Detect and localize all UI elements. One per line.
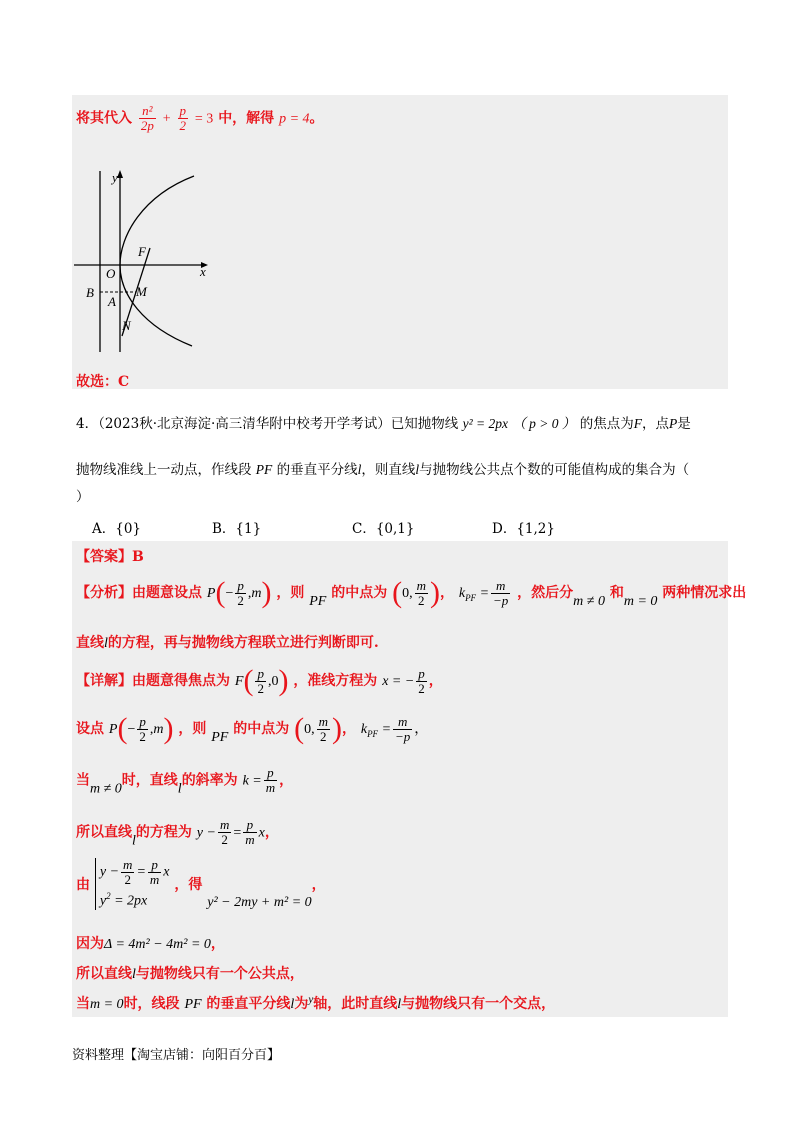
text: ， (264, 824, 279, 841)
text: 当 (76, 996, 90, 1012)
var: PF (255, 462, 273, 477)
text: 的斜率为 (181, 772, 238, 789)
one-point-line: 所以直线l与抛物线只有一个公共点， (76, 966, 304, 982)
label-A: A (108, 294, 116, 309)
var: F (633, 416, 642, 431)
line-equation: 所以直线l的方程为 y − $\frac{m}{2}$ = $\frac{p}{m}$ x， (76, 817, 279, 849)
text: 是 (677, 416, 691, 432)
footer-note: 资料整理【淘宝店铺：向阳百分百】 (72, 1048, 281, 1063)
text: 所以直线 (76, 824, 132, 841)
label-x: x (200, 264, 206, 279)
question-line-1 (76, 412, 691, 432)
parabola-eq: y² = 2px (462, 416, 508, 431)
text: 将其代入 (76, 110, 132, 127)
option-b[interactable]: B．{1} (212, 521, 262, 537)
text: 的中点为 (331, 585, 388, 601)
text: 所以直线 (76, 966, 132, 982)
text: ， (279, 772, 294, 789)
text: 时，线段 (123, 996, 180, 1012)
label: 【详解】 (76, 673, 132, 689)
den: 2 (179, 118, 187, 133)
var: l (415, 462, 420, 477)
text: ， (210, 936, 225, 952)
text: 与抛物线只有一个交点， (401, 996, 556, 1012)
text: 当 (76, 772, 90, 789)
text: ， (311, 876, 326, 893)
text: 由 (76, 876, 90, 893)
question-number: 4． (76, 416, 99, 432)
num: p (179, 103, 187, 118)
answer-block (76, 546, 144, 566)
text: 两种情况求出 (662, 585, 747, 601)
text: ，则直线 (361, 462, 416, 478)
text: ，点 (641, 416, 669, 432)
text: 的中点为 (233, 721, 290, 737)
text: ，准线方程为 (293, 673, 378, 689)
fraction (139, 104, 156, 133)
label-y: y (112, 170, 118, 185)
eq-tail: = 3 (194, 111, 214, 127)
text: 由题意得焦点为 (132, 673, 230, 689)
text: ， (439, 585, 454, 601)
text: 因为 (76, 936, 104, 952)
case2-line: 当m = 0时，线段 PF 的垂直平分线l为$^y$轴，此时直线l与抛物线只有一个交点， (76, 993, 556, 1012)
den: 2p (140, 118, 154, 133)
text: 的焦点为 (579, 416, 634, 432)
analysis-line-1: 【分析】由题意设点 P(− $\frac{p}{2}$ ,m) ，则 PF 的中点为 (0, $\frac{m}{2}$ )， $k_{PF}$ = $\frac{m}{-p}$ ，然后分m ≠ 0 和m = 0 两种情况求出 (76, 576, 747, 609)
var: P (668, 416, 678, 431)
answer-label: 【答案】 (76, 549, 132, 565)
label-F: F (138, 244, 146, 259)
equation-system: y − $\frac{m}{2}$ = $\frac{p}{m}$ x $y^2 = 2px$ (95, 858, 170, 910)
text: 直线 (76, 635, 104, 651)
answer-line: 故选：C (76, 374, 130, 390)
var: l (357, 462, 362, 477)
text: 设点 (76, 721, 104, 737)
text: 由题意设点 (132, 585, 202, 601)
text: 和 (609, 585, 624, 601)
text: ，得 (174, 876, 203, 893)
text: 中，解得 (218, 110, 275, 127)
condition: m = 0 (90, 997, 124, 1012)
text: 轴，此时直线 (313, 996, 398, 1012)
set-point-line: 设点 P(− $\frac{p}{2}$ ,m) ，则 PF 的中点为 (0, $\frac{m}{2}$ )， $k_{PF}$ = $\frac{m}{-p}$ ， (76, 712, 429, 745)
delta-eq: Δ = 4m² − 4m² = 0 (104, 937, 211, 952)
text: ，则 (178, 721, 207, 737)
analysis-line-2: 直线l的方程，再与抛物线方程联立进行判断即可. (76, 635, 379, 651)
text: 与抛物线只有一个公共点， (135, 966, 304, 982)
label: 【分析】 (76, 585, 132, 601)
case1-line: 当m ≠ 0时，直线l的斜率为 k = $\frac{p}{m}$ ， (76, 765, 294, 797)
text: ，然后分 (517, 585, 574, 601)
system-line (76, 858, 326, 911)
text: 为 (294, 996, 309, 1012)
text: 抛物线准线上一动点，作线段 (76, 462, 252, 478)
fraction (178, 104, 189, 133)
text: 的方程，再与抛物线方程联立进行判断即可. (107, 635, 379, 651)
label-M: M (136, 284, 147, 299)
result: p = 4 (279, 111, 310, 127)
text: 与抛物线公共点个数的可能值构成的集合为（ (419, 462, 690, 478)
question-line-2 (76, 458, 689, 478)
graph-svg (72, 166, 212, 354)
text: 的垂直平分线 (206, 996, 291, 1012)
text: 的方程为 (135, 824, 192, 841)
option-d[interactable]: D．{1,2} (492, 521, 555, 537)
text: 的垂直平分线 (276, 462, 358, 478)
num: n² (139, 104, 156, 119)
label-N: N (122, 318, 131, 333)
answer-value: B (132, 549, 144, 565)
label-O: O (106, 266, 116, 281)
option-a[interactable]: A．{0} (92, 521, 142, 537)
question-line-3: ） (76, 489, 90, 505)
option-c[interactable]: C．{0,1} (352, 521, 415, 537)
text: ， (341, 721, 356, 737)
condition: m ≠ 0 (90, 781, 122, 797)
question-source: （2023秋·北京海淀·高三清华附中校考开学考试）已知抛物线 (98, 416, 459, 432)
text: 时，直线 (121, 772, 178, 789)
label-B: B (86, 285, 94, 300)
text: 。 (309, 110, 324, 127)
text: ， (428, 673, 443, 689)
condition: （ p > 0 ） (512, 416, 576, 431)
delta-line (76, 933, 225, 953)
detail-line-1: 【详解】由题意得焦点为 F( $\frac{p}{2}$ ,0) ，准线方程为 x = − $\frac{p}{2}$ ， (76, 664, 443, 697)
substitution-line: 将其代入 $\frac{\text{n²}}{2p}$ + $\frac{p}{2}$ = 3 中，解得 p = 4。 (76, 103, 324, 133)
text: ，则 (276, 585, 305, 601)
system-result: y² − 2my + m² = 0 (207, 894, 312, 910)
parabola-graph (72, 166, 212, 354)
